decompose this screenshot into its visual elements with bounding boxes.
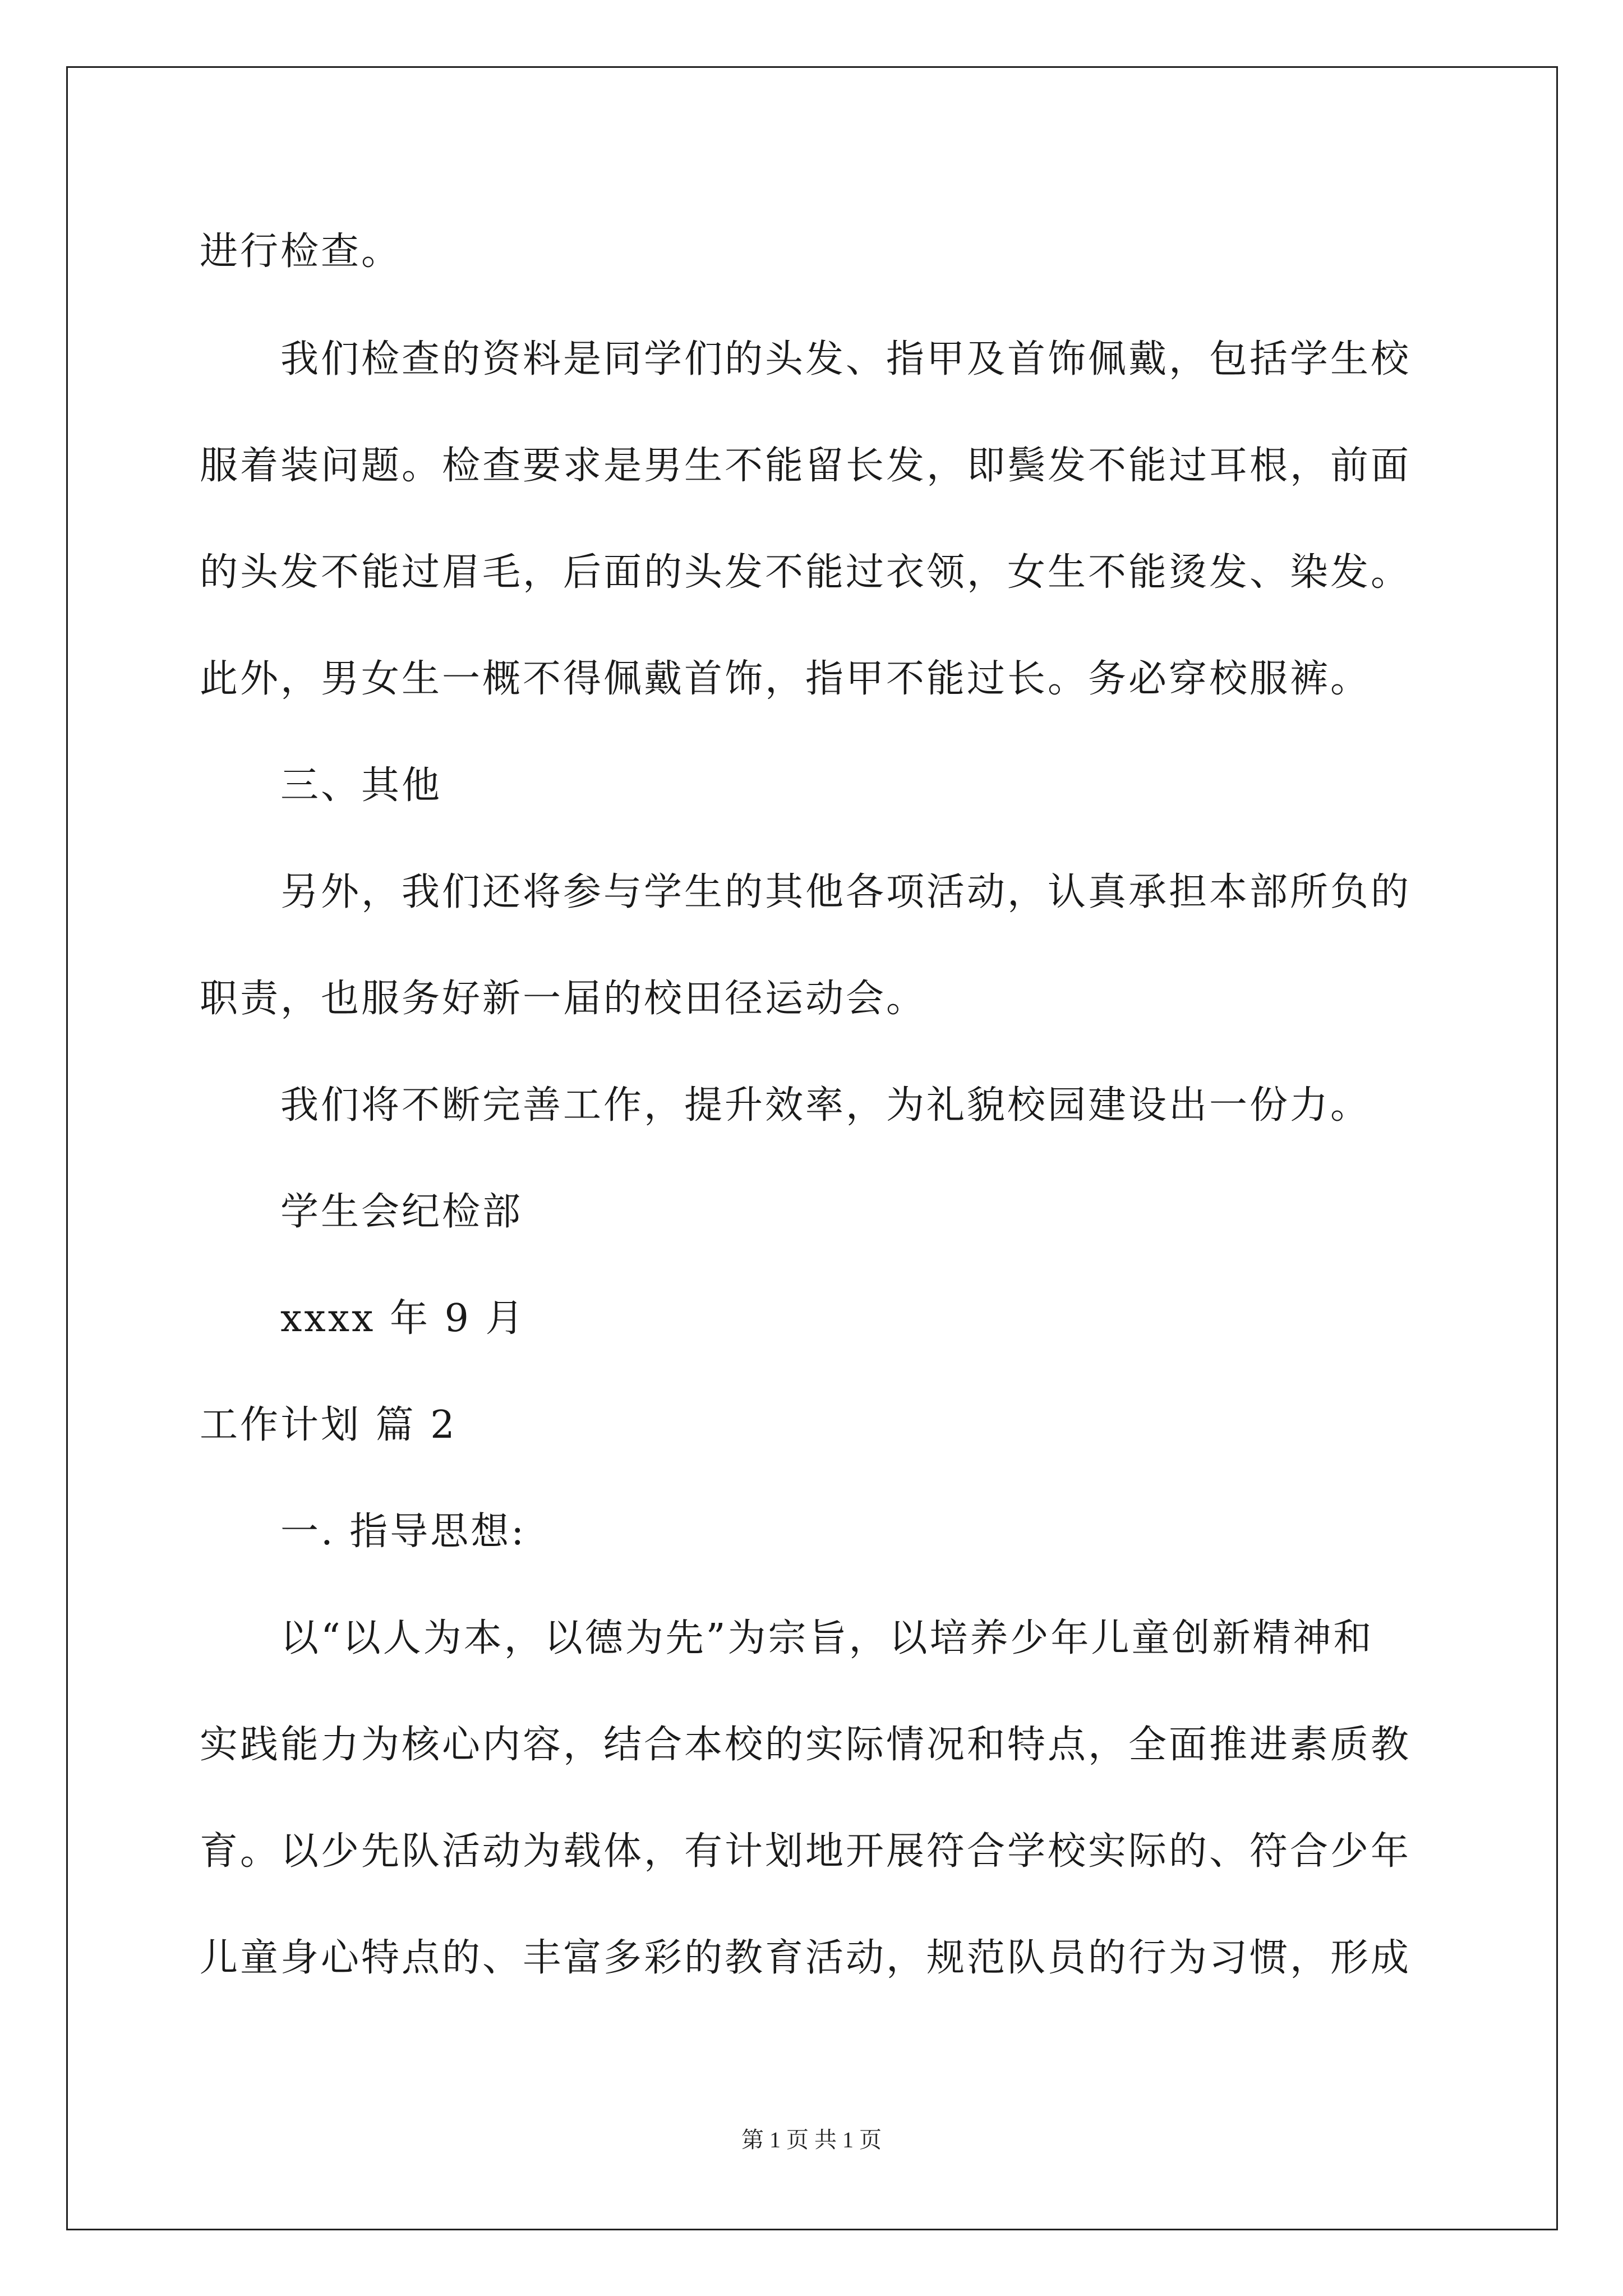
text-line: 育。以少先队活动为载体，有计划地开展符合学校实际的、符合少年 <box>200 1829 1412 1874</box>
text-line: 此外，男女生一概不得佩戴首饰，指甲不能过长。务必穿校服裤。 <box>200 657 1371 701</box>
page-number: 第 1 页 共 1 页 <box>741 2127 882 2152</box>
text-line: 的头发不能过眉毛，后面的头发不能过衣领，女生不能烫发、染发。 <box>200 550 1412 595</box>
text-line: 我们将不断完善工作，提升效率，为礼貌校园建设出一份力。 <box>280 1083 1371 1128</box>
page-border <box>66 66 1558 2230</box>
text-line: 进行检查。 <box>200 229 402 274</box>
text-line: 服着装问题。检查要求是男生不能留长发，即鬓发不能过耳根，前面 <box>200 444 1412 488</box>
section-heading: 一. 指导思想: <box>280 1510 527 1554</box>
signature-department: 学生会纪检部 <box>280 1190 523 1234</box>
text-line: 另外，我们还将参与学生的其他各项活动，认真承担本部所负的 <box>280 870 1412 914</box>
article-title: 工作计划 篇 2 <box>200 1403 457 1447</box>
signature-date: xxxx 年 9 月 <box>280 1296 526 1341</box>
text-line: 实践能力为核心内容，结合本校的实际情况和特点，全面推进素质教 <box>200 1723 1412 1767</box>
text-line: 以“以人为本，以德为先”为宗旨，以培养少年儿童创新精神和 <box>280 1616 1374 1660</box>
text-line: 职责，也服务好新一届的校田径运动会。 <box>200 977 927 1021</box>
text-line: 儿童身心特点的、丰富多彩的教育活动，规范队员的行为习惯，形成 <box>200 1936 1412 1980</box>
section-heading: 三、其他 <box>280 763 442 808</box>
text-line: 我们检查的资料是同学们的头发、指甲及首饰佩戴，包括学生校 <box>280 337 1412 381</box>
